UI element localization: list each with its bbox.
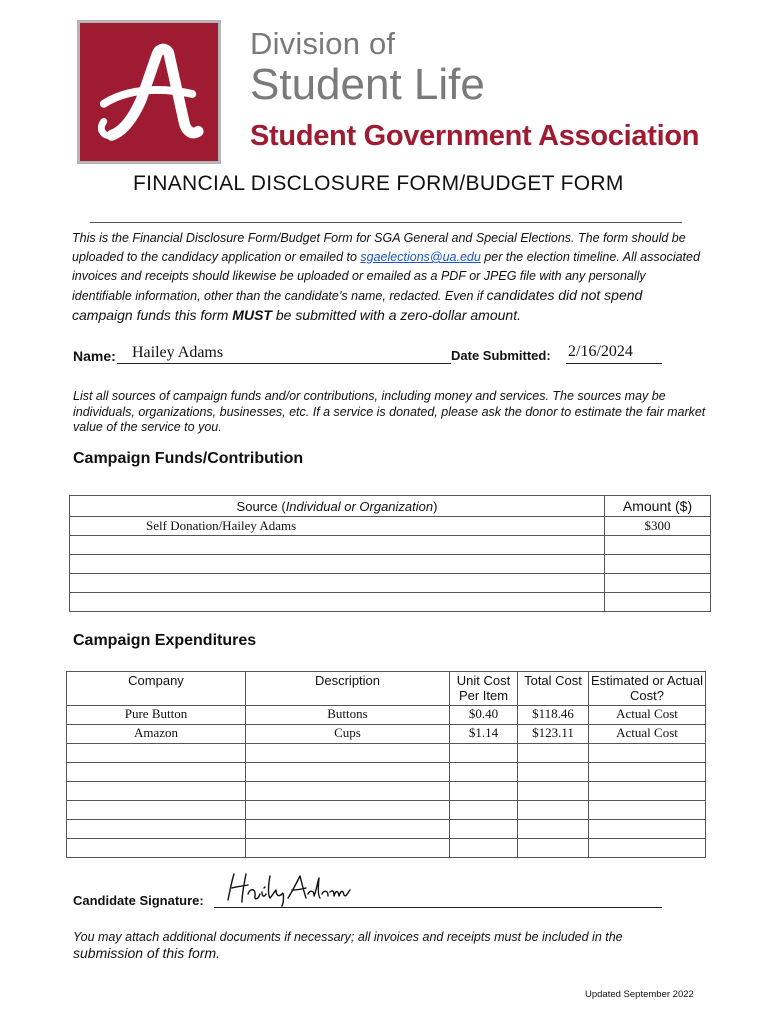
company-column-header: Company (67, 672, 246, 706)
company-cell[interactable] (67, 763, 246, 782)
total-cost-cell[interactable] (518, 801, 589, 820)
intro-paragraph (72, 229, 702, 326)
unit-cost-column-header: Unit Cost Per Item (450, 672, 518, 706)
table-row (67, 820, 706, 839)
company-cell[interactable] (67, 744, 246, 763)
description-cell[interactable]: Buttons (246, 706, 450, 725)
total-cost-cell[interactable] (518, 839, 589, 858)
handwritten-signature[interactable] (222, 870, 352, 913)
company-cell[interactable]: Amazon (67, 725, 246, 744)
name-underline (117, 363, 451, 364)
form-title: FINANCIAL DISCLOSURE FORM/BUDGET FORM (133, 172, 624, 195)
unit-cost-cell[interactable]: $1.14 (450, 725, 518, 744)
table-row (70, 517, 711, 536)
intro-part1: This is the Financial Disclosure Form/Budget Form for SGA General and Special Elections. The form should be uploaded to the candidacy application or emailed to (72, 231, 686, 264)
total-cost-cell[interactable] (518, 820, 589, 839)
expenditures-heading: Campaign Expenditures (73, 632, 257, 649)
amount-cell[interactable] (605, 593, 711, 612)
description-cell[interactable] (246, 801, 450, 820)
unit-cost-cell[interactable]: $0.40 (450, 706, 518, 725)
email-link[interactable]: sgaelections@ua.edu (360, 250, 481, 264)
student-life-text: Student Life (250, 60, 485, 109)
table-row (67, 839, 706, 858)
description-column-header: Description (246, 672, 450, 706)
unit-cost-cell[interactable] (450, 801, 518, 820)
funds-heading: Campaign Funds/Contribution (73, 450, 304, 467)
amount-column-header: Amount ($) (605, 496, 711, 517)
attach-note-part2: submission of this form. (73, 945, 221, 961)
amount-cell[interactable] (605, 574, 711, 593)
cost-type-cell[interactable]: Actual Cost (589, 706, 706, 725)
source-cell[interactable] (70, 593, 605, 612)
name-field[interactable]: Hailey Adams (132, 344, 224, 361)
funds-table (69, 495, 711, 612)
name-label: Name: (73, 348, 116, 364)
date-submitted-label: Date Submitted: (451, 348, 551, 363)
company-cell[interactable] (67, 801, 246, 820)
updated-date: Updated September 2022 (585, 989, 694, 1000)
unit-cost-cell[interactable] (450, 839, 518, 858)
cost-type-cell[interactable] (589, 744, 706, 763)
table-row (67, 763, 706, 782)
attachment-note (73, 929, 713, 962)
table-row (67, 725, 706, 744)
source-column-header: Source (Individual or Organization) (70, 496, 605, 517)
description-cell[interactable] (246, 744, 450, 763)
intro-part3: candidates did not spend campaign funds this form (72, 287, 643, 323)
attach-note-part1: You may attach additional documents if necessary; all invoices and receipts must be included in the (73, 930, 623, 944)
date-field[interactable]: 2/16/2024 (568, 343, 633, 360)
amount-cell[interactable] (605, 555, 711, 574)
total-cost-cell[interactable] (518, 782, 589, 801)
script-a-logo-icon (90, 33, 208, 151)
expenditures-table (66, 671, 706, 858)
intro-part4: be submitted with a zero-dollar amount. (271, 307, 521, 323)
total-cost-cell[interactable] (518, 763, 589, 782)
cost-type-cell[interactable] (589, 782, 706, 801)
division-of-text: Division of (250, 26, 396, 61)
company-cell[interactable]: Pure Button (67, 706, 246, 725)
signature-label: Candidate Signature: (73, 893, 204, 908)
title-divider (90, 222, 682, 223)
cost-type-cell[interactable]: Actual Cost (589, 725, 706, 744)
table-row (70, 536, 711, 555)
unit-cost-cell[interactable] (450, 763, 518, 782)
company-cell[interactable] (67, 782, 246, 801)
sga-text: Student Government Association (250, 120, 700, 152)
description-cell[interactable] (246, 782, 450, 801)
company-cell[interactable] (67, 839, 246, 858)
description-cell[interactable] (246, 763, 450, 782)
unit-cost-cell[interactable] (450, 744, 518, 763)
table-row (67, 801, 706, 820)
amount-cell[interactable]: $300 (605, 517, 711, 536)
cost-type-cell[interactable] (589, 820, 706, 839)
table-row (67, 744, 706, 763)
sources-instructions: List all sources of campaign funds and/or contributions, including money and services. The sources may be individuals, organizations, businesses, etc. If a service is donated, please ask the donor to estimate the fair market value of the service to you. (73, 389, 706, 434)
table-row (70, 555, 711, 574)
table-row (67, 706, 706, 725)
intro-must: MUST (232, 307, 272, 323)
total-cost-cell[interactable] (518, 744, 589, 763)
table-row (70, 574, 711, 593)
description-cell[interactable] (246, 839, 450, 858)
intro-part2: per the election timeline. All associated invoices and receipts should likewise be uploaded or emailed as a PDF or JPEG file with any personally identifiable information, other than the candidate’s name, redacted. Even if (72, 250, 700, 303)
table-row (70, 593, 711, 612)
total-cost-cell[interactable]: $123.11 (518, 725, 589, 744)
source-cell[interactable] (70, 555, 605, 574)
cost-type-cell[interactable] (589, 763, 706, 782)
total-cost-column-header: Total Cost (518, 672, 589, 706)
amount-cell[interactable] (605, 536, 711, 555)
cost-type-cell[interactable] (589, 801, 706, 820)
total-cost-cell[interactable]: $118.46 (518, 706, 589, 725)
source-cell[interactable] (70, 536, 605, 555)
unit-cost-cell[interactable] (450, 820, 518, 839)
description-cell[interactable]: Cups (246, 725, 450, 744)
date-underline (566, 363, 662, 364)
source-cell[interactable]: Self Donation/Hailey Adams (70, 517, 605, 536)
description-cell[interactable] (246, 820, 450, 839)
cost-type-cell[interactable] (589, 839, 706, 858)
expenditures-header-row (67, 672, 706, 706)
unit-cost-cell[interactable] (450, 782, 518, 801)
company-cell[interactable] (67, 820, 246, 839)
source-cell[interactable] (70, 574, 605, 593)
table-row (67, 782, 706, 801)
university-logo (77, 20, 221, 164)
estimated-column-header: Estimated or Actual Cost? (589, 672, 706, 706)
funds-header-row (70, 496, 711, 517)
